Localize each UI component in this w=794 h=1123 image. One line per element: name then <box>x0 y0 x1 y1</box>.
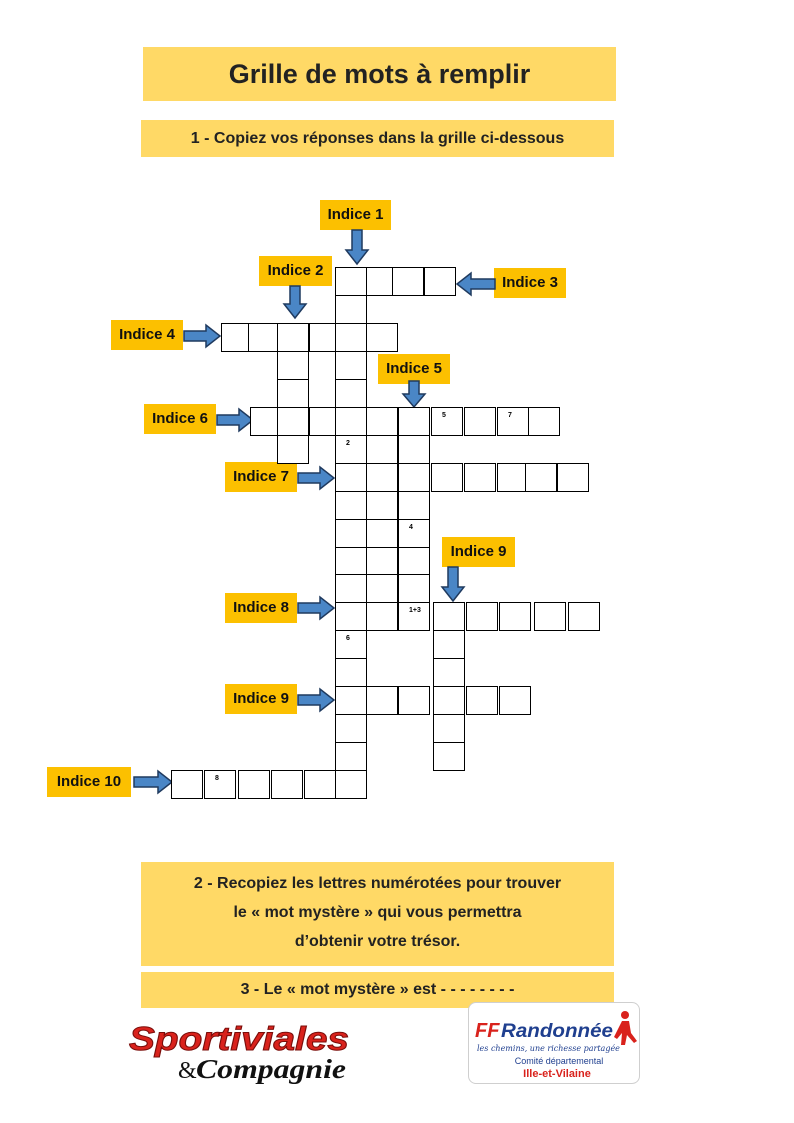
grid-cell[interactable] <box>398 407 430 436</box>
grid-cell[interactable] <box>335 602 367 631</box>
logo-amp-text: & <box>178 1058 197 1084</box>
grid-cell[interactable] <box>433 630 465 659</box>
arrow-right-icon <box>297 688 335 712</box>
clue-label-3: Indice 3 <box>494 268 566 298</box>
grid-cell[interactable] <box>466 686 498 715</box>
step-2-line-3: d’obtenir votre trésor. <box>294 933 461 950</box>
grid-cell[interactable] <box>398 435 430 464</box>
logo-committee-text: Comité départemental <box>514 1056 604 1066</box>
grid-cell[interactable] <box>497 407 529 436</box>
clue-label-4: Indice 4 <box>111 320 183 350</box>
logo-compagnie-text: Compagnie <box>196 1054 347 1084</box>
grid-cell[interactable] <box>366 323 398 352</box>
grid-cell[interactable] <box>398 491 430 520</box>
clue-label-2: Indice 2 <box>259 256 332 286</box>
grid-cell[interactable] <box>335 323 367 352</box>
grid-cell[interactable] <box>366 519 398 548</box>
grid-cell[interactable] <box>398 686 430 715</box>
grid-cell[interactable] <box>398 547 430 576</box>
grid-cell-number: 2 <box>346 440 350 447</box>
logo-randonnee-text: Randonnée <box>501 1021 614 1042</box>
clue-label-10: Indice 10 <box>47 767 131 797</box>
grid-cell[interactable] <box>366 491 398 520</box>
grid-cell[interactable] <box>499 686 531 715</box>
clue-label-6: Indice 6 <box>144 404 216 434</box>
grid-cell[interactable] <box>433 742 465 771</box>
grid-cell[interactable] <box>398 519 430 548</box>
grid-cell[interactable] <box>204 770 236 799</box>
grid-cell[interactable] <box>431 463 463 492</box>
grid-cell[interactable] <box>525 463 557 492</box>
grid-cell[interactable] <box>335 574 367 603</box>
grid-cell[interactable] <box>335 267 367 296</box>
grid-cell[interactable] <box>335 379 367 408</box>
grid-cell[interactable] <box>568 602 600 631</box>
grid-cell[interactable] <box>431 407 463 436</box>
grid-cell[interactable] <box>277 351 309 380</box>
grid-cell[interactable] <box>171 770 203 799</box>
page-title: Grille de mots à remplir <box>143 47 616 101</box>
clue-label-1: Indice 1 <box>320 200 391 230</box>
clue-label-7: Indice 7 <box>225 462 297 492</box>
grid-cell[interactable] <box>528 407 560 436</box>
grid-cell[interactable] <box>424 267 456 296</box>
grid-cell[interactable] <box>335 658 367 687</box>
grid-cell[interactable] <box>335 435 367 464</box>
grid-cell[interactable] <box>335 491 367 520</box>
grid-cell[interactable] <box>335 547 367 576</box>
grid-cell[interactable] <box>433 602 465 631</box>
grid-cell[interactable] <box>433 714 465 743</box>
grid-cell[interactable] <box>366 547 398 576</box>
grid-cell[interactable] <box>335 407 367 436</box>
arrow-right-icon <box>297 596 335 620</box>
grid-cell[interactable] <box>335 295 367 324</box>
grid-cell[interactable] <box>366 407 398 436</box>
arrow-down-icon <box>345 229 369 265</box>
grid-cell[interactable] <box>335 630 367 659</box>
grid-cell[interactable] <box>433 686 465 715</box>
grid-cell[interactable] <box>277 323 309 352</box>
grid-cell[interactable] <box>499 602 531 631</box>
arrow-right-icon <box>216 408 254 432</box>
arrow-down-icon <box>441 566 465 602</box>
arrow-right-icon <box>183 324 221 348</box>
logo-tagline-text: les chemins, une richesse partagée <box>477 1044 620 1053</box>
arrow-right-icon <box>297 466 335 490</box>
grid-cell[interactable] <box>534 602 566 631</box>
sportiviales-logo <box>126 1016 352 1084</box>
grid-cell[interactable] <box>464 407 496 436</box>
arrow-down-icon <box>402 380 426 408</box>
grid-cell-number: 1+3 <box>409 607 421 614</box>
ffrandonnee-logo <box>468 1002 640 1084</box>
grid-cell[interactable] <box>392 267 424 296</box>
logo-region-text: Ille-et-Vilaine <box>523 1068 591 1080</box>
step-2-line-2: le « mot mystère » qui vous permettra <box>233 904 522 921</box>
step-2-instruction <box>141 862 614 966</box>
grid-cell[interactable] <box>466 602 498 631</box>
clue-label-9-vertical: Indice 9 <box>442 537 515 567</box>
grid-cell-number: 8 <box>215 775 219 782</box>
grid-cell[interactable] <box>557 463 589 492</box>
grid-cell[interactable] <box>335 714 367 743</box>
grid-cell[interactable] <box>366 686 398 715</box>
arrow-left-icon <box>456 272 496 296</box>
grid-cell-number: 5 <box>442 412 446 419</box>
logo-sportiviales-text: Sportiviales <box>129 1020 349 1057</box>
grid-cell[interactable] <box>277 379 309 408</box>
grid-cell[interactable] <box>248 323 280 352</box>
grid-cell[interactable] <box>277 435 309 464</box>
step-1-instruction: 1 - Copiez vos réponses dans la grille ci-dessous <box>141 120 614 157</box>
step-2-line-1: 2 - Recopiez les lettres numérotées pour trouver <box>193 875 562 892</box>
grid-cell[interactable] <box>238 770 270 799</box>
grid-cell[interactable] <box>366 574 398 603</box>
grid-cell-number: 6 <box>346 635 350 642</box>
arrow-right-icon <box>133 770 173 794</box>
grid-cell[interactable] <box>398 463 430 492</box>
grid-cell[interactable] <box>304 770 336 799</box>
grid-cell[interactable] <box>335 519 367 548</box>
grid-cell[interactable] <box>366 435 398 464</box>
clue-label-8: Indice 8 <box>225 593 297 623</box>
grid-cell[interactable] <box>366 463 398 492</box>
grid-cell[interactable] <box>335 770 367 799</box>
grid-cell[interactable] <box>464 463 496 492</box>
grid-cell[interactable] <box>433 658 465 687</box>
grid-cell[interactable] <box>335 742 367 771</box>
clue-label-9-horizontal: Indice 9 <box>225 684 297 714</box>
grid-cell-number: 4 <box>409 524 413 531</box>
grid-cell[interactable] <box>277 407 309 436</box>
logo-ff-text: FF <box>475 1020 500 1042</box>
grid-cell[interactable] <box>271 770 303 799</box>
grid-cell[interactable] <box>335 463 367 492</box>
grid-cell[interactable] <box>366 602 398 631</box>
grid-cell-number: 7 <box>508 412 512 419</box>
hiker-icon <box>614 1011 637 1045</box>
grid-cell[interactable] <box>335 351 367 380</box>
grid-cell[interactable] <box>398 602 430 631</box>
grid-cell[interactable] <box>398 574 430 603</box>
arrow-down-icon <box>283 285 307 319</box>
grid-cell[interactable] <box>335 686 367 715</box>
step-3-mystery-word: 3 - Le « mot mystère » est - - - - - - - - <box>141 972 614 1008</box>
clue-label-5: Indice 5 <box>378 354 450 384</box>
